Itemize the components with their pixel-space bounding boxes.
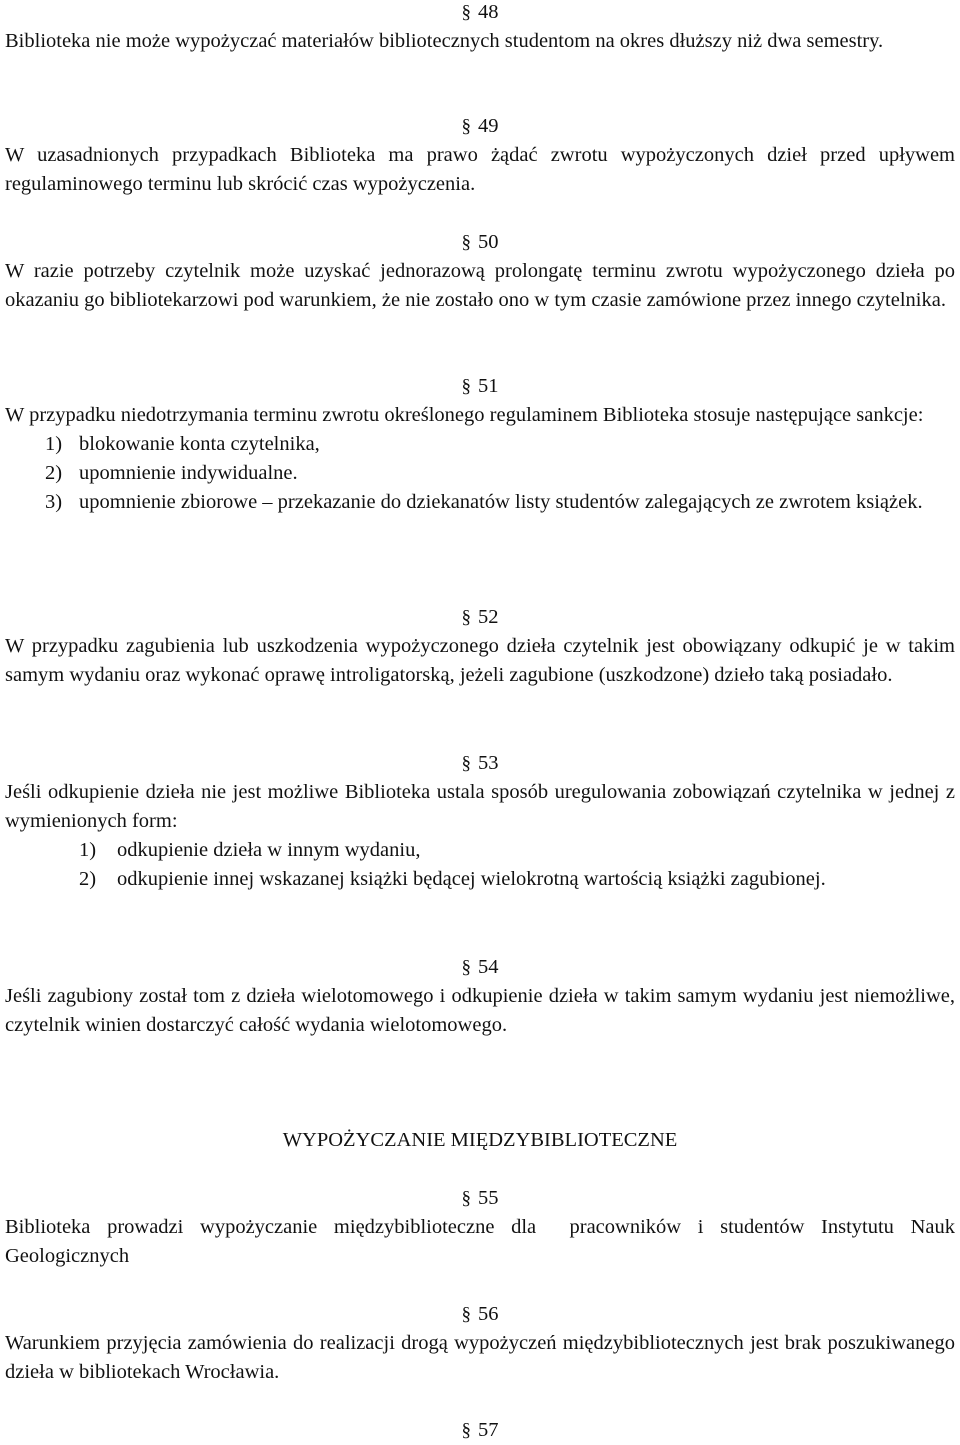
list-item bbox=[5, 430, 955, 459]
section-symbol: § bbox=[461, 1304, 471, 1325]
section-symbol: § bbox=[461, 753, 471, 774]
section-number: 48 bbox=[478, 1, 499, 23]
section-heading bbox=[5, 749, 955, 778]
section-symbol: § bbox=[461, 957, 471, 978]
section-symbol: § bbox=[461, 1188, 471, 1209]
section-49 bbox=[5, 112, 955, 199]
section-heading bbox=[5, 228, 955, 257]
list-number: 2) bbox=[79, 868, 97, 890]
list-item bbox=[5, 459, 955, 488]
section-number: 55 bbox=[478, 1187, 499, 1209]
section-paragraph: Biblioteka prowadzi wypożyczanie międzybiblioteczne dla pracowników i studentów Instytutu Nauk Geologicznych bbox=[5, 1216, 960, 1267]
section-heading bbox=[5, 1300, 955, 1329]
section-number: 57 bbox=[478, 1419, 499, 1441]
list-number: 1) bbox=[45, 433, 63, 455]
section-53 bbox=[5, 749, 955, 894]
section-paragraph: W uzasadnionych przypadkach Biblioteka ma prawo żądać zwrotu wypożyczonych dzieł przed upływem regulaminowego terminu lub skrócić czas wypożyczenia. bbox=[5, 144, 955, 195]
section-symbol: § bbox=[461, 1420, 471, 1441]
section-heading bbox=[5, 1416, 955, 1445]
section-number: 53 bbox=[478, 752, 499, 774]
section-number: 52 bbox=[478, 606, 499, 628]
section-paragraph: Warunkiem przyjęcia zamówienia do realizacji drogą wypożyczeń międzybibliotecznych jest brak poszukiwanego dzieła w bibliotekach Wrocławia. bbox=[5, 1332, 955, 1383]
section-symbol: § bbox=[461, 2, 471, 23]
list-item bbox=[5, 836, 955, 865]
section-48 bbox=[5, 0, 955, 56]
section-number: 56 bbox=[478, 1303, 499, 1325]
section-intro: W przypadku niedotrzymania terminu zwrotu określonego regulaminem Biblioteka stosuje następujące sankcje: bbox=[5, 404, 924, 426]
chapter-heading: WYPOŻYCZANIE MIĘDZYBIBLIOTECZNE bbox=[282, 1129, 678, 1151]
section-symbol: § bbox=[461, 232, 471, 253]
list-item bbox=[5, 488, 955, 517]
list-text: blokowanie konta czytelnika, bbox=[79, 433, 320, 455]
section-symbol: § bbox=[461, 116, 471, 137]
list-number: 3) bbox=[45, 491, 63, 513]
section-56 bbox=[5, 1300, 955, 1387]
section-paragraph: Jeśli zagubiony został tom z dzieła wielotomowego i odkupienie dzieła w takim samym wydaniu jest niemożliwe, czytelnik winien dostarczyć całość wydania wielotomowego. bbox=[5, 985, 955, 1036]
section-number: 50 bbox=[478, 231, 499, 253]
section-paragraph: Biblioteka nie może wypożyczać materiałów bibliotecznych studentom na okres dłuższy niż dwa semestry. bbox=[5, 30, 884, 52]
section-51 bbox=[5, 372, 955, 517]
section-number: 49 bbox=[478, 115, 499, 137]
section-54 bbox=[5, 953, 955, 1040]
section-paragraph: W przypadku zagubienia lub uszkodzenia wypożyczonego dzieła czytelnik jest obowiązany odkupić je w takim samym wydaniu oraz wykonać oprawę introligatorską, jeżeli zagubione (uszkodzone) dzieło taką posiadało. bbox=[5, 635, 955, 686]
list-text: upomnienie indywidualne. bbox=[79, 462, 298, 484]
section-number: 54 bbox=[478, 956, 499, 978]
list-number: 2) bbox=[45, 462, 63, 484]
section-heading bbox=[5, 0, 955, 27]
section-symbol: § bbox=[461, 607, 471, 628]
list-text: odkupienie dzieła w innym wydaniu, bbox=[117, 839, 421, 861]
forms-list bbox=[5, 836, 955, 894]
section-heading bbox=[5, 953, 955, 982]
section-57 bbox=[5, 1416, 955, 1445]
section-paragraph: W razie potrzeby czytelnik może uzyskać jednorazową prolongatę terminu zwrotu wypożyczonego dzieła po okazaniu go bibliotekarzowi pod warunkiem, że nie zostało ono w tym czasie zamówione przez innego czytelnika. bbox=[5, 260, 955, 311]
section-50 bbox=[5, 228, 955, 315]
section-number: 51 bbox=[478, 375, 499, 397]
section-52 bbox=[5, 603, 955, 690]
list-text: odkupienie innej wskazanej książki będącej wielokrotną wartością książki zagubionej. bbox=[117, 868, 826, 890]
section-symbol: § bbox=[461, 376, 471, 397]
section-heading bbox=[5, 603, 955, 632]
section-55 bbox=[5, 1184, 960, 1271]
list-text: upomnienie zbiorowe – przekazanie do dziekanatów listy studentów zalegających ze zwrotem książek. bbox=[79, 491, 923, 513]
list-item bbox=[5, 865, 955, 894]
section-heading bbox=[5, 112, 955, 141]
list-number: 1) bbox=[79, 839, 97, 861]
sanctions-list bbox=[5, 430, 955, 517]
section-heading bbox=[5, 372, 955, 401]
section-intro: Jeśli odkupienie dzieła nie jest możliwe Biblioteka ustala sposób uregulowania zobowiązań czytelnika w jednej z wymienionych form: bbox=[5, 781, 955, 832]
section-heading bbox=[5, 1184, 955, 1213]
